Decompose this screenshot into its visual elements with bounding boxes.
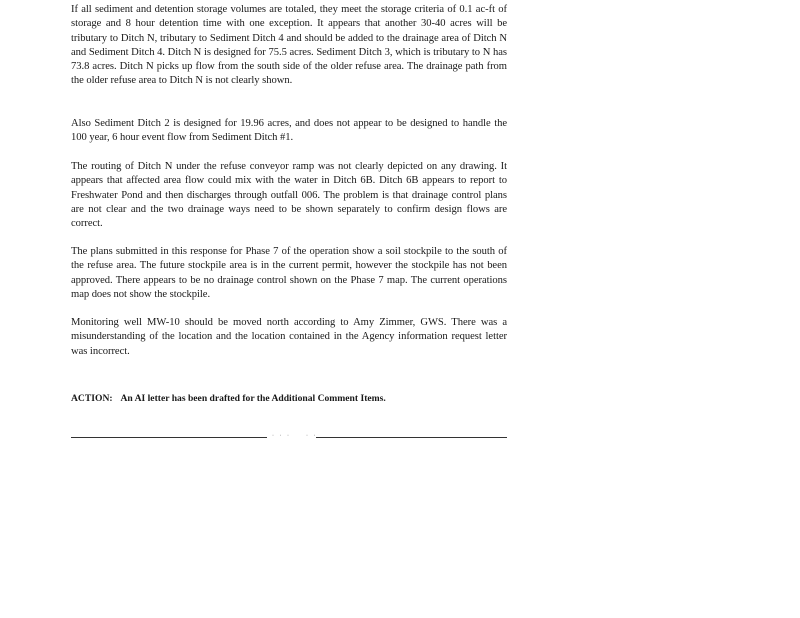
- action-label: ACTION:: [71, 393, 113, 404]
- paragraph-ditch-n-routing: The routing of Ditch N under the refuse conveyor ramp was not clearly depicted on any drawing. It appears that affected area flow could mix with the water in Ditch 6B. Ditch 6B appears to report to Freshwater Pond and then discharges through outfall 006. The problem is that drainage control plans are not clear and the two drainage ways need to be shown separately to confirm design flows are correct.: [71, 161, 507, 230]
- paragraph-storage-criteria: If all sediment and detention storage volumes are totaled, they meet the storage criteria of 0.1 ac-ft of storage and 8 hour detention time with one exception. It appears that another 30-40 acres will be tributary to Ditch N, tributary to Sediment Ditch 4 and should be added to the drainage area of Ditch N and Sediment Ditch 4. Ditch N is designed for 75.5 acres. Sediment Ditch 3, which is tributary to N has 73.8 acres. Ditch N picks up flow from the south side of the older refuse area. The drainage path from the older refuse area to Ditch N is not clearly shown.: [71, 4, 507, 87]
- paragraph-phase-7-stockpile: The plans submitted in this response for Phase 7 of the operation show a soil stockpile to the south of the refuse area. The future stockpile area is in the current permit, however the stockpile has not been approved. There appears to be no drainage control shown on the Phase 7 map. The current operations map does not show the stockpile.: [71, 246, 507, 300]
- separator-line-right: [316, 437, 507, 438]
- paragraph-sediment-ditch-2: Also Sediment Ditch 2 is designed for 19.96 acres, and does not appear to be designed to handle the 100 year, 6 hour event flow from Sediment Ditch #1.: [71, 118, 507, 144]
- separator-line-left: [71, 437, 267, 438]
- separator-mark: · ·: [306, 433, 318, 439]
- action-text: An AI letter has been drafted for the Additional Comment Items.: [120, 393, 386, 404]
- paragraph-monitoring-well: Monitoring well MW-10 should be moved north according to Amy Zimmer, GWS. There was a misunderstanding of the location and the location contained in the Agency information request letter was incorrect.: [71, 317, 507, 357]
- separator-mark: · · ·: [272, 433, 291, 439]
- action-statement: [71, 392, 507, 405]
